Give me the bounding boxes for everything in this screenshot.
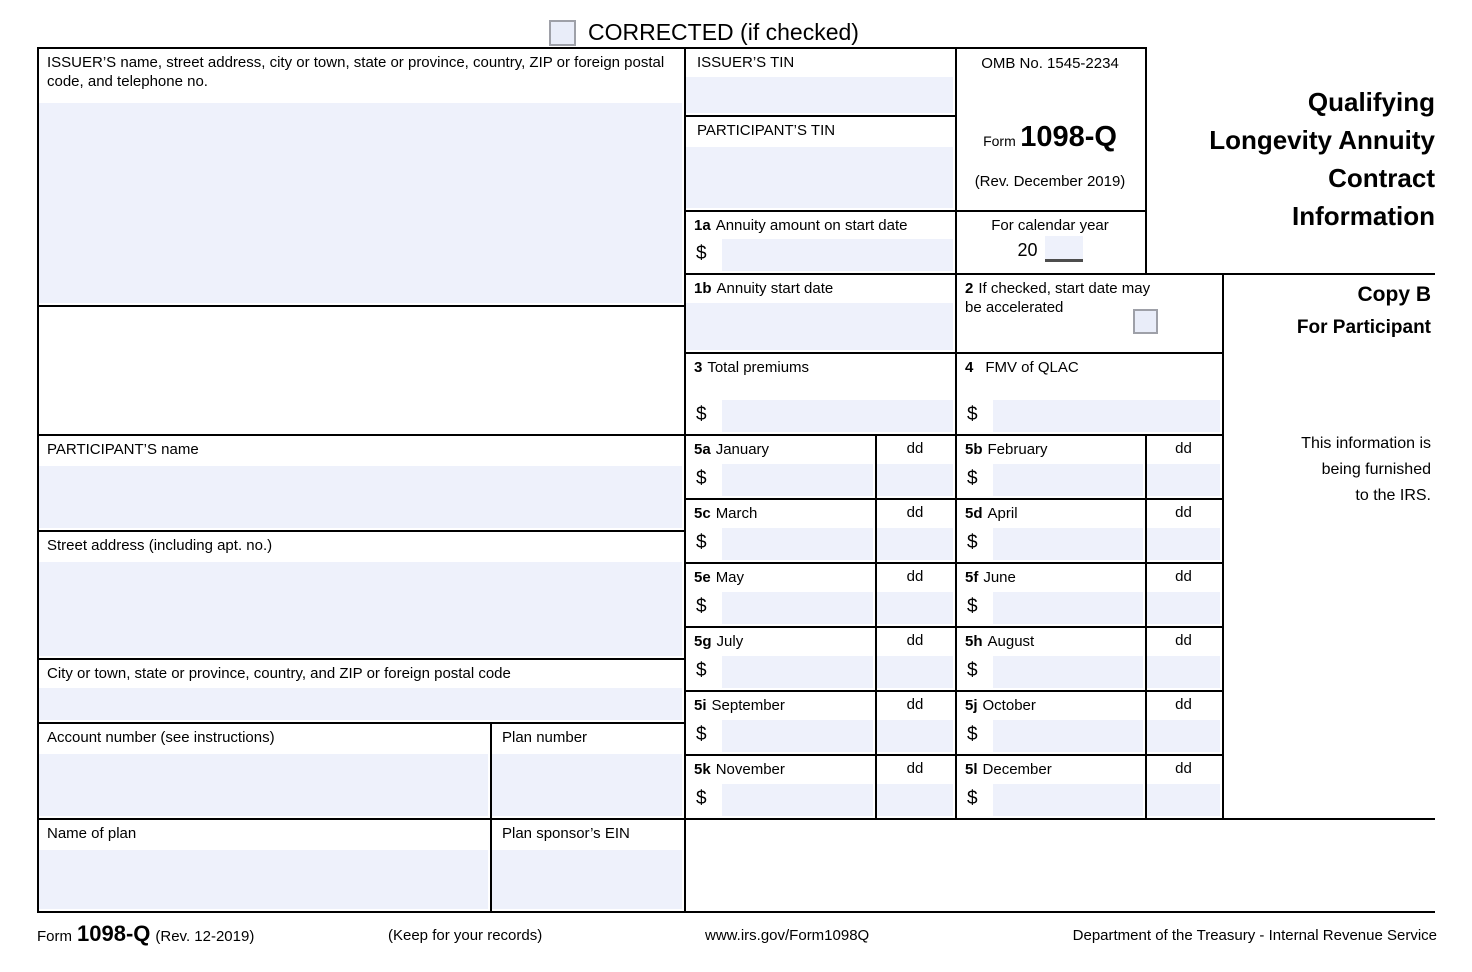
box-5e-may [684, 562, 875, 626]
box-2-label-line2: be accelerated [965, 299, 1064, 316]
dollar-sign: $ [957, 784, 993, 816]
month-september-amount-field[interactable] [722, 720, 873, 752]
sponsor-ein-label: Plan sponsor’s EIN [502, 825, 630, 842]
calendar-year-prefix: 20 [1017, 240, 1038, 260]
calendar-year-label: For calendar year [991, 217, 1109, 234]
box-5f-dd [1145, 562, 1222, 626]
dd-label: dd [906, 440, 924, 457]
box-2-number: 2 [965, 280, 974, 297]
dd-label: dd [1175, 568, 1192, 585]
dollar-sign: $ [686, 239, 722, 271]
month-july-amount-field[interactable] [722, 656, 873, 688]
box-5e-dd [875, 562, 955, 626]
calendar-year-field[interactable] [1045, 236, 1083, 262]
participant-name-field[interactable] [39, 466, 682, 528]
dollar-sign: $ [957, 400, 993, 432]
month-number: 5j [965, 697, 978, 714]
box-5j-october [955, 690, 1145, 754]
month-june-dd-field[interactable] [1147, 592, 1220, 624]
participant-tin-label: PARTICIPANT’S TIN [697, 122, 836, 139]
box-4-number: 4 [965, 359, 974, 376]
box-3-label: Total premiums [707, 359, 810, 376]
month-number: 5f [965, 569, 979, 586]
participant-name-box [37, 434, 684, 530]
month-number: 5c [694, 505, 711, 522]
grid-line [37, 911, 1435, 913]
copy-b-block [1222, 273, 1431, 818]
month-number: 5i [694, 697, 707, 714]
calendar-year-box [955, 210, 1145, 273]
plan-sponsor-ein-field[interactable] [492, 850, 682, 909]
form-number-block [955, 121, 1145, 154]
month-october-amount-field[interactable] [993, 720, 1143, 752]
omb-box [955, 47, 1145, 210]
form-grid [37, 47, 1435, 913]
footer-form-id [37, 921, 254, 947]
box-5h-august [955, 626, 1145, 690]
month-january-amount-field[interactable] [722, 464, 873, 496]
box-5c-dd [875, 498, 955, 562]
start-date-accelerated-checkbox[interactable] [1133, 309, 1158, 334]
month-number: 5d [965, 505, 983, 522]
box-5c-march [684, 498, 875, 562]
month-label: April [987, 505, 1018, 522]
issuer-tin-box [684, 47, 955, 115]
account-number-field[interactable] [39, 754, 488, 816]
dollar-sign: $ [957, 656, 993, 688]
month-march-amount-field[interactable] [722, 528, 873, 560]
omb-number: OMB No. 1545-2234 [981, 55, 1119, 72]
furnished-note-line: being furnished [1321, 461, 1431, 478]
participant-tin-field[interactable] [686, 147, 953, 208]
issuer-info-label: ISSUER’S name, street address, city or town, state or province, country, ZIP or foreign postal code, and telephone no. [47, 54, 665, 90]
furnished-note-line: This information is [1301, 435, 1431, 452]
month-july-dd-field[interactable] [877, 656, 953, 688]
footer-keep-note: (Keep for your records) [388, 927, 543, 944]
dd-label: dd [906, 504, 924, 521]
street-address-box [37, 530, 684, 658]
month-label: December [982, 761, 1052, 778]
box-1a [684, 210, 955, 273]
name-of-plan-field[interactable] [39, 850, 488, 909]
form-title [1145, 83, 1435, 235]
participant-tin-box [684, 115, 955, 210]
form-revision: (Rev. December 2019) [974, 173, 1126, 190]
month-label: June [983, 569, 1016, 586]
plan-number-label: Plan number [502, 729, 588, 746]
month-august-amount-field[interactable] [993, 656, 1143, 688]
month-february-dd-field[interactable] [1147, 464, 1220, 496]
dollar-sign: $ [957, 528, 993, 560]
dollar-sign: $ [957, 592, 993, 624]
box-4 [955, 352, 1222, 434]
dd-label: dd [1175, 504, 1192, 521]
box-1b-number: 1b [694, 280, 712, 297]
dollar-sign: $ [686, 528, 722, 560]
city-label: City or town, state or province, country, and ZIP or foreign postal code [47, 665, 511, 682]
furnished-note-line: to the IRS. [1355, 487, 1431, 504]
box-5a-dd [875, 434, 955, 498]
box-3-number: 3 [694, 359, 703, 376]
box-5d-april [955, 498, 1145, 562]
dd-label: dd [1175, 760, 1192, 777]
box-5j-dd [1145, 690, 1222, 754]
month-number: 5e [694, 569, 711, 586]
sponsor-ein-box [490, 818, 684, 911]
furnished-note [1222, 339, 1431, 509]
month-label: November [715, 761, 785, 778]
account-number-label: Account number (see instructions) [47, 729, 275, 746]
dd-label: dd [1175, 696, 1192, 713]
dd-label: dd [906, 760, 924, 777]
annuity-start-date-field[interactable] [686, 303, 953, 350]
box-1b-label: Annuity start date [716, 280, 834, 297]
month-november-dd-field[interactable] [877, 784, 953, 816]
dollar-sign: $ [686, 656, 722, 688]
month-label: March [715, 505, 758, 522]
issuer-info-box [37, 47, 684, 305]
month-number: 5k [694, 761, 711, 778]
month-april-dd-field[interactable] [1147, 528, 1220, 560]
month-february-amount-field[interactable] [993, 464, 1143, 496]
footer-revision: (Rev. 12-2019) [155, 928, 255, 945]
month-may-dd-field[interactable] [877, 592, 953, 624]
month-august-dd-field[interactable] [1147, 656, 1220, 688]
participant-name-label: PARTICIPANT’S name [47, 441, 199, 458]
box-5f-june [955, 562, 1145, 626]
month-label: August [987, 633, 1035, 650]
month-number: 5h [965, 633, 983, 650]
box-5b-dd [1145, 434, 1222, 498]
month-november-amount-field[interactable] [722, 784, 873, 816]
box-2 [955, 273, 1222, 352]
copy-label: Copy B [1357, 283, 1431, 306]
box-1a-amount-field[interactable] [722, 239, 953, 271]
dd-label: dd [906, 632, 924, 649]
box-5a-january [684, 434, 875, 498]
form-word: Form [983, 133, 1016, 149]
dollar-sign: $ [686, 464, 722, 496]
dd-label: dd [1175, 632, 1192, 649]
city-box [37, 658, 684, 722]
month-october-dd-field[interactable] [1147, 720, 1220, 752]
form-title-line: Longevity Annuity [1209, 125, 1435, 155]
dollar-sign: $ [957, 720, 993, 752]
box-2-label-line1: If checked, start date may [978, 280, 1151, 297]
month-june-amount-field[interactable] [993, 592, 1143, 624]
footer-url: www.irs.gov/Form1098Q [705, 927, 870, 944]
issuer-info-field[interactable] [39, 103, 682, 303]
box-5l-dd [1145, 754, 1222, 818]
box-4-label: FMV of QLAC [985, 359, 1079, 376]
issuer-tin-field[interactable] [686, 77, 953, 113]
month-september-dd-field[interactable] [877, 720, 953, 752]
grid-line [37, 305, 686, 307]
form-title-line: Qualifying [1307, 87, 1435, 117]
street-address-field[interactable] [39, 562, 682, 656]
month-number: 5b [965, 441, 983, 458]
footer-department: Department of the Treasury - Internal Revenue Service [1072, 927, 1437, 944]
month-label: February [987, 441, 1048, 458]
plan-number-field[interactable] [492, 754, 682, 816]
form-title-line: Contract [1328, 163, 1435, 193]
dollar-sign: $ [686, 592, 722, 624]
dollar-sign: $ [686, 720, 722, 752]
month-number: 5a [694, 441, 711, 458]
month-december-dd-field[interactable] [1147, 784, 1220, 816]
issuer-tin-label: ISSUER’S TIN [697, 54, 795, 71]
month-label: January [715, 441, 770, 458]
corrected-checkbox[interactable] [549, 20, 576, 46]
copy-recipient-label: For Participant [1296, 317, 1431, 338]
dd-label: dd [906, 696, 924, 713]
month-label: July [716, 633, 744, 650]
month-label: October [982, 697, 1036, 714]
city-field[interactable] [39, 688, 682, 720]
month-january-dd-field[interactable] [877, 464, 953, 496]
box-1b [684, 273, 955, 352]
box-5l-december [955, 754, 1145, 818]
dollar-sign: $ [686, 784, 722, 816]
footer-form-word: Form [37, 928, 72, 945]
street-address-label: Street address (including apt. no.) [47, 537, 273, 554]
month-december-amount-field[interactable] [993, 784, 1143, 816]
month-may-amount-field[interactable] [722, 592, 873, 624]
box-5h-dd [1145, 626, 1222, 690]
plan-number-box [490, 722, 684, 818]
dd-label: dd [906, 568, 924, 585]
box-5g-dd [875, 626, 955, 690]
box-5k-november [684, 754, 875, 818]
account-number-box [37, 722, 490, 818]
form-number: 1098-Q [1020, 121, 1117, 153]
form-title-line: Information [1292, 201, 1435, 231]
fmv-of-qlac-field[interactable] [993, 400, 1220, 432]
box-3 [684, 352, 955, 434]
footer-form-number: 1098-Q [77, 921, 151, 946]
month-label: September [711, 697, 785, 714]
box-5i-september [684, 690, 875, 754]
box-5g-july [684, 626, 875, 690]
box-5k-dd [875, 754, 955, 818]
month-number: 5g [694, 633, 712, 650]
dollar-sign: $ [957, 464, 993, 496]
box-1a-number: 1a [694, 217, 711, 234]
month-label: May [715, 569, 745, 586]
month-april-amount-field[interactable] [993, 528, 1143, 560]
box-5b-february [955, 434, 1145, 498]
box-5d-dd [1145, 498, 1222, 562]
month-march-dd-field[interactable] [877, 528, 953, 560]
month-number: 5l [965, 761, 978, 778]
plan-name-label: Name of plan [47, 825, 137, 842]
box-5i-dd [875, 690, 955, 754]
dd-label: dd [1175, 440, 1192, 457]
dollar-sign: $ [686, 400, 722, 432]
corrected-label: CORRECTED (if checked) [588, 19, 859, 45]
plan-name-box [37, 818, 490, 911]
box-1a-label: Annuity amount on start date [715, 217, 908, 234]
total-premiums-field[interactable] [722, 400, 953, 432]
